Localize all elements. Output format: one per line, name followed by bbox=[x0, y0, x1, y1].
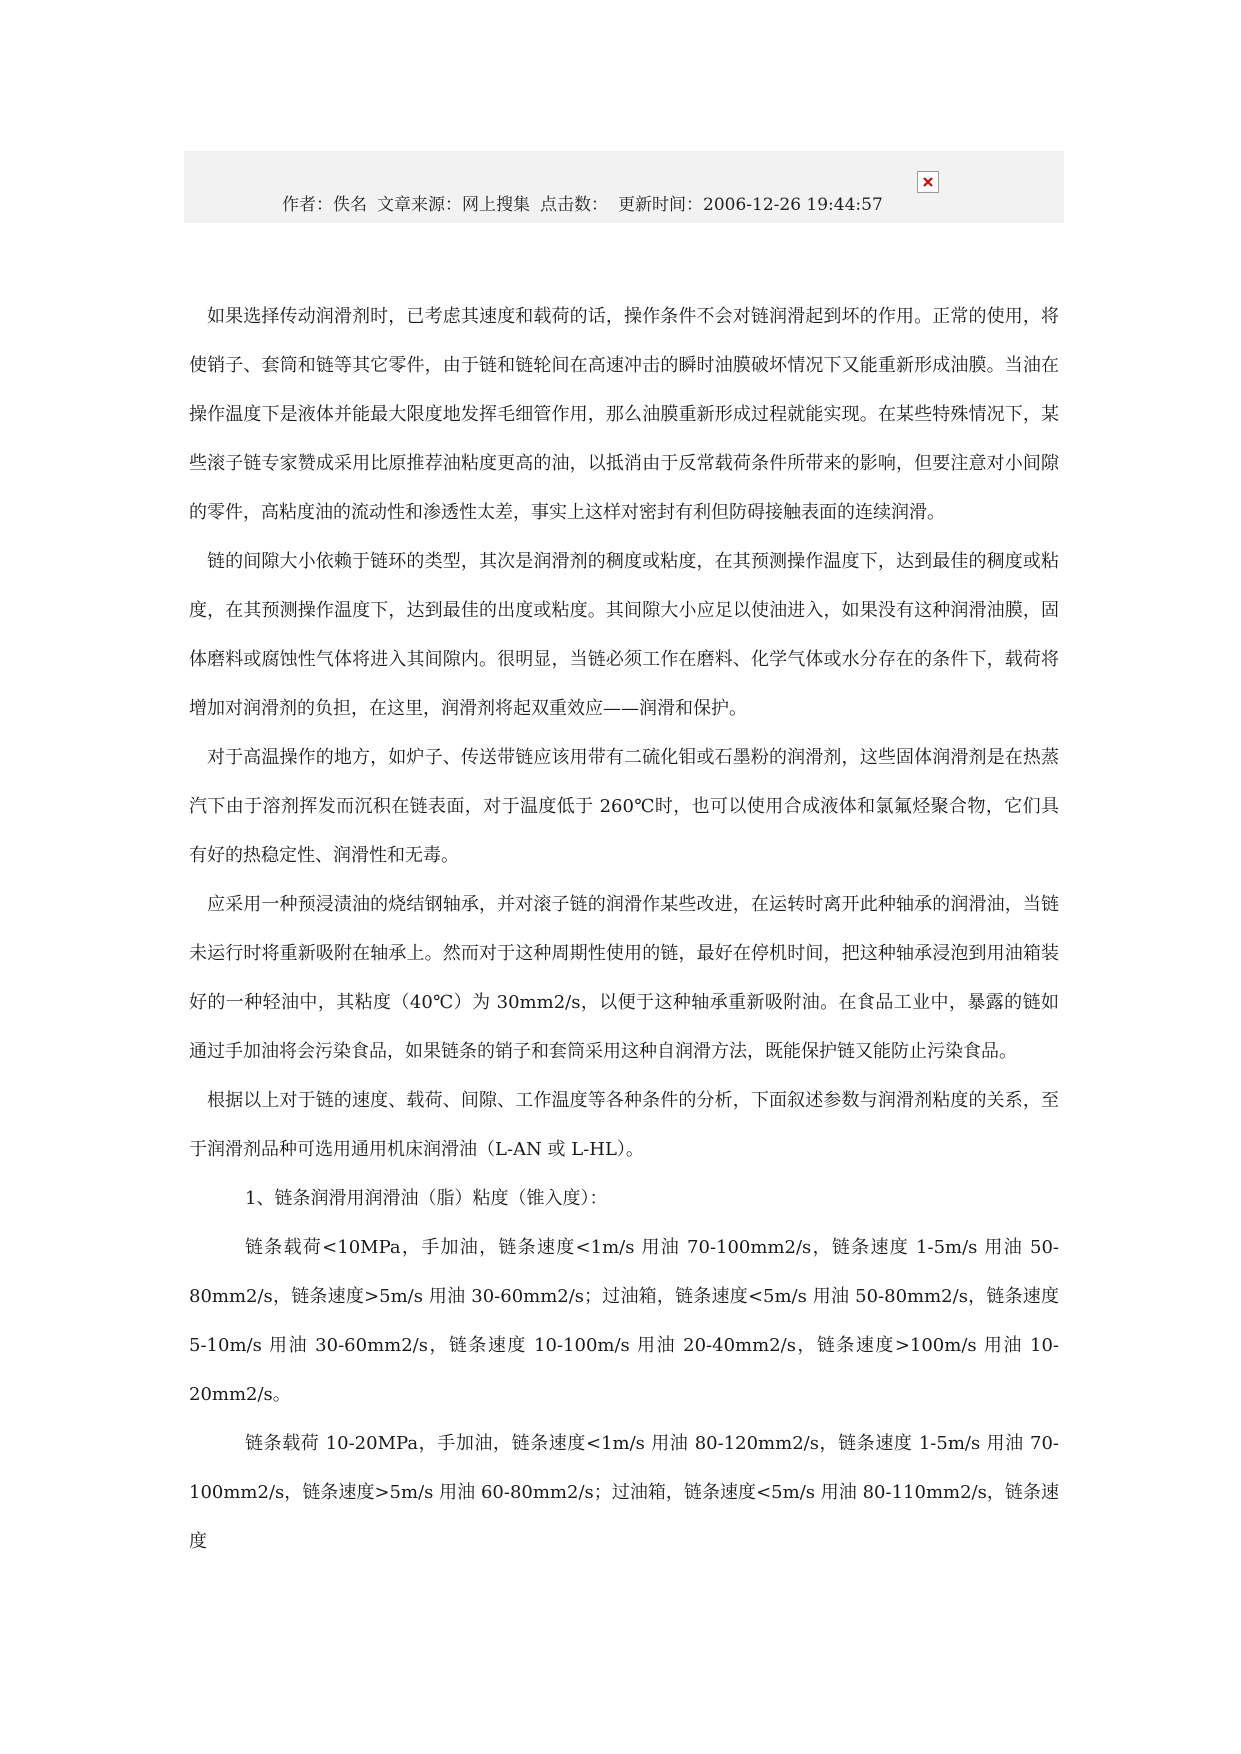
article-paragraph: 根据以上对于链的速度、载荷、间隙、工作温度等各种条件的分析，下面叙述参数与润滑剂粘度的关系，至于润滑剂品种可选用通用机床润滑油（L-AN 或 L-HL）。 bbox=[189, 1090, 1059, 1160]
spec-paragraph: 链条载荷<10MPa，手加油，链条速度<1m/s 用油 70-100mm2/s，链条速度 1-5m/s 用油 50-80mm2/s，链条速度>5m/s 用油 30-60mm2/s；过油箱，链条速度<5m/s 用油 50-80mm2/s，链条速度 5-10m/s 用油 30-60mm2/s，链条速度 10-100m/s 用油 20-40mm2/s，链条速度>100m/s 用油 10-20mm2/s。 bbox=[189, 1237, 1059, 1405]
meta-updated: 更新时间：2006-12-26 19:44:57 bbox=[618, 195, 883, 215]
broken-image-icon bbox=[917, 171, 939, 193]
article-body bbox=[189, 292, 1059, 1566]
article-meta bbox=[282, 194, 883, 216]
spec-paragraph: 链条载荷 10-20MPa，手加油，链条速度<1m/s 用油 80-120mm2/s，链条速度 1-5m/s 用油 70-100mm2/s，链条速度>5m/s 用油 60-80mm2/s；过油箱，链条速度<5m/s 用油 80-110mm2/s，链条速度 bbox=[189, 1433, 1059, 1552]
article-paragraph: 对于高温操作的地方，如炉子、传送带链应该用带有二硫化钼或石墨粉的润滑剂，这些固体润滑剂是在热蒸汽下由于溶剂挥发而沉积在链表面，对于温度低于 260℃时，也可以使用合成液体和氯氟烃聚合物，它们具有好的热稳定性、润滑性和无毒。 bbox=[189, 747, 1059, 866]
meta-source: 文章来源：网上搜集 bbox=[377, 195, 530, 215]
section-heading: 1、链条润滑用润滑油（脂）粘度（锥入度）： bbox=[245, 1188, 608, 1209]
article-paragraph: 链的间隙大小依赖于链环的类型，其次是润滑剂的稠度或粘度，在其预测操作温度下，达到最佳的稠度或粘度，在其预测操作温度下，达到最佳的出度或粘度。其间隙大小应足以使油进入，如果没有这种润滑油膜，固体磨料或腐蚀性气体将进入其间隙内。很明显，当链必须工作在磨料、化学气体或水分存在的条件下，载荷将增加对润滑剂的负担，在这里，润滑剂将起双重效应——润滑和保护。 bbox=[189, 551, 1059, 719]
article-paragraph: 应采用一种预浸渍油的烧结钢轴承，并对滚子链的润滑作某些改进，在运转时离开此种轴承的润滑油，当链未运行时将重新吸附在轴承上。然而对于这种周期性使用的链，最好在停机时间，把这种轴承浸泡到用油箱装好的一种轻油中，其粘度（40℃）为 30mm2/s，以便于这种轴承重新吸附油。在食品工业中，暴露的链如通过手加油将会污染食品，如果链条的销子和套筒采用这种自润滑方法，既能保护链又能防止污染食品。 bbox=[189, 894, 1059, 1062]
meta-hits: 点击数： bbox=[540, 195, 608, 215]
article-meta-bar bbox=[184, 151, 1064, 223]
article-paragraph: 如果选择传动润滑剂时，已考虑其速度和载荷的话，操作条件不会对链润滑起到坏的作用。正常的使用，将使销子、套筒和链等其它零件，由于链和链轮间在高速冲击的瞬时油膜破坏情况下又能重新形成油膜。当油在操作温度下是液体并能最大限度地发挥毛细管作用，那么油膜重新形成过程就能实现。在某些特殊情况下，某些滚子链专家赞成采用比原推荐油粘度更高的油，以抵消由于反常载荷条件所带来的影响，但要注意对小间隙的零件，高粘度油的流动性和渗透性太差，事实上这样对密封有利但防碍接触表面的连续润滑。 bbox=[189, 306, 1059, 523]
meta-author: 作者：佚名 bbox=[282, 195, 367, 215]
